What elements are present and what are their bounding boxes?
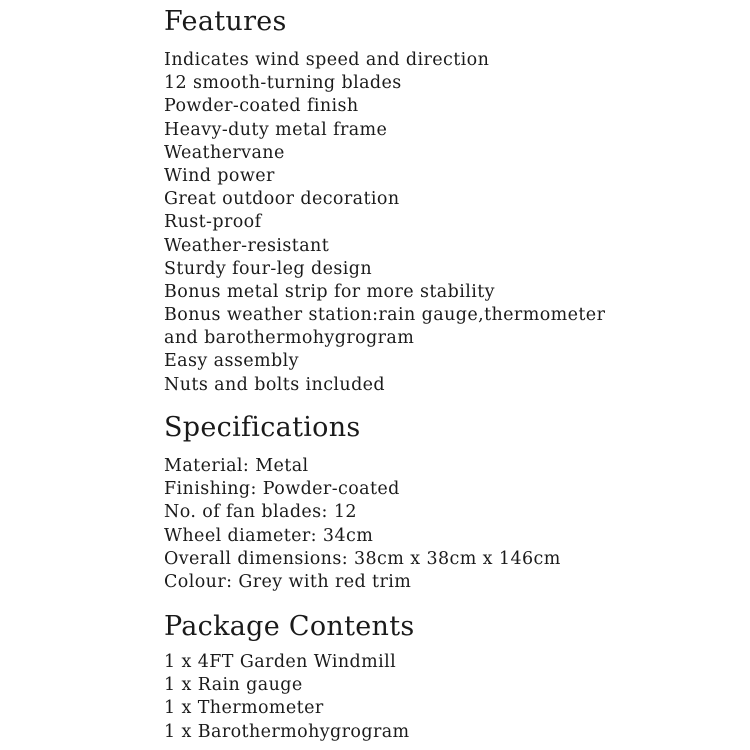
features-item: Nuts and bolts included (164, 374, 386, 395)
features-item: Heavy-duty metal frame (164, 119, 388, 140)
specifications-item: Finishing: Powder-coated (164, 479, 400, 500)
features-item: Great outdoor decoration (164, 189, 400, 210)
features-item: Weather-resistant (164, 235, 330, 256)
features-item: Powder-coated finish (164, 96, 359, 117)
features-item: Weathervane (164, 142, 285, 163)
features-item: Rust-proof (164, 212, 262, 233)
package-contents-item: 1 x Barothermohygrogram (164, 721, 410, 742)
specifications-list (164, 455, 561, 594)
package-contents-item: 1 x 4FT Garden Windmill (164, 652, 397, 672)
features-list (164, 49, 605, 397)
features-heading: Features (164, 6, 287, 37)
features-item: and barothermohygrogram (164, 328, 415, 349)
features-item: 12 smooth-turning blades (164, 73, 402, 94)
features-item: Bonus weather station:rain gauge,thermometer (164, 305, 606, 326)
features-item: Indicates wind speed and direction (164, 50, 490, 70)
specifications-item: Overall dimensions: 38cm x 38cm x 146cm (164, 548, 561, 569)
package-contents-heading: Package Contents (164, 611, 415, 642)
specifications-heading: Specifications (164, 412, 361, 443)
package-contents-item: 1 x Rain gauge (164, 675, 303, 696)
specifications-item: Material: Metal (164, 456, 309, 476)
features-item: Sturdy four-leg design (164, 258, 372, 279)
package-contents-list (164, 651, 410, 744)
specifications-item: No. of fan blades: 12 (164, 502, 357, 523)
features-item: Bonus metal strip for more stability (164, 281, 495, 302)
features-item: Easy assembly (164, 351, 299, 372)
specifications-item: Colour: Grey with red trim (164, 571, 412, 592)
features-item: Wind power (164, 165, 275, 186)
package-contents-item: 1 x Thermometer (164, 698, 324, 719)
specifications-item: Wheel diameter: 34cm (164, 525, 374, 546)
